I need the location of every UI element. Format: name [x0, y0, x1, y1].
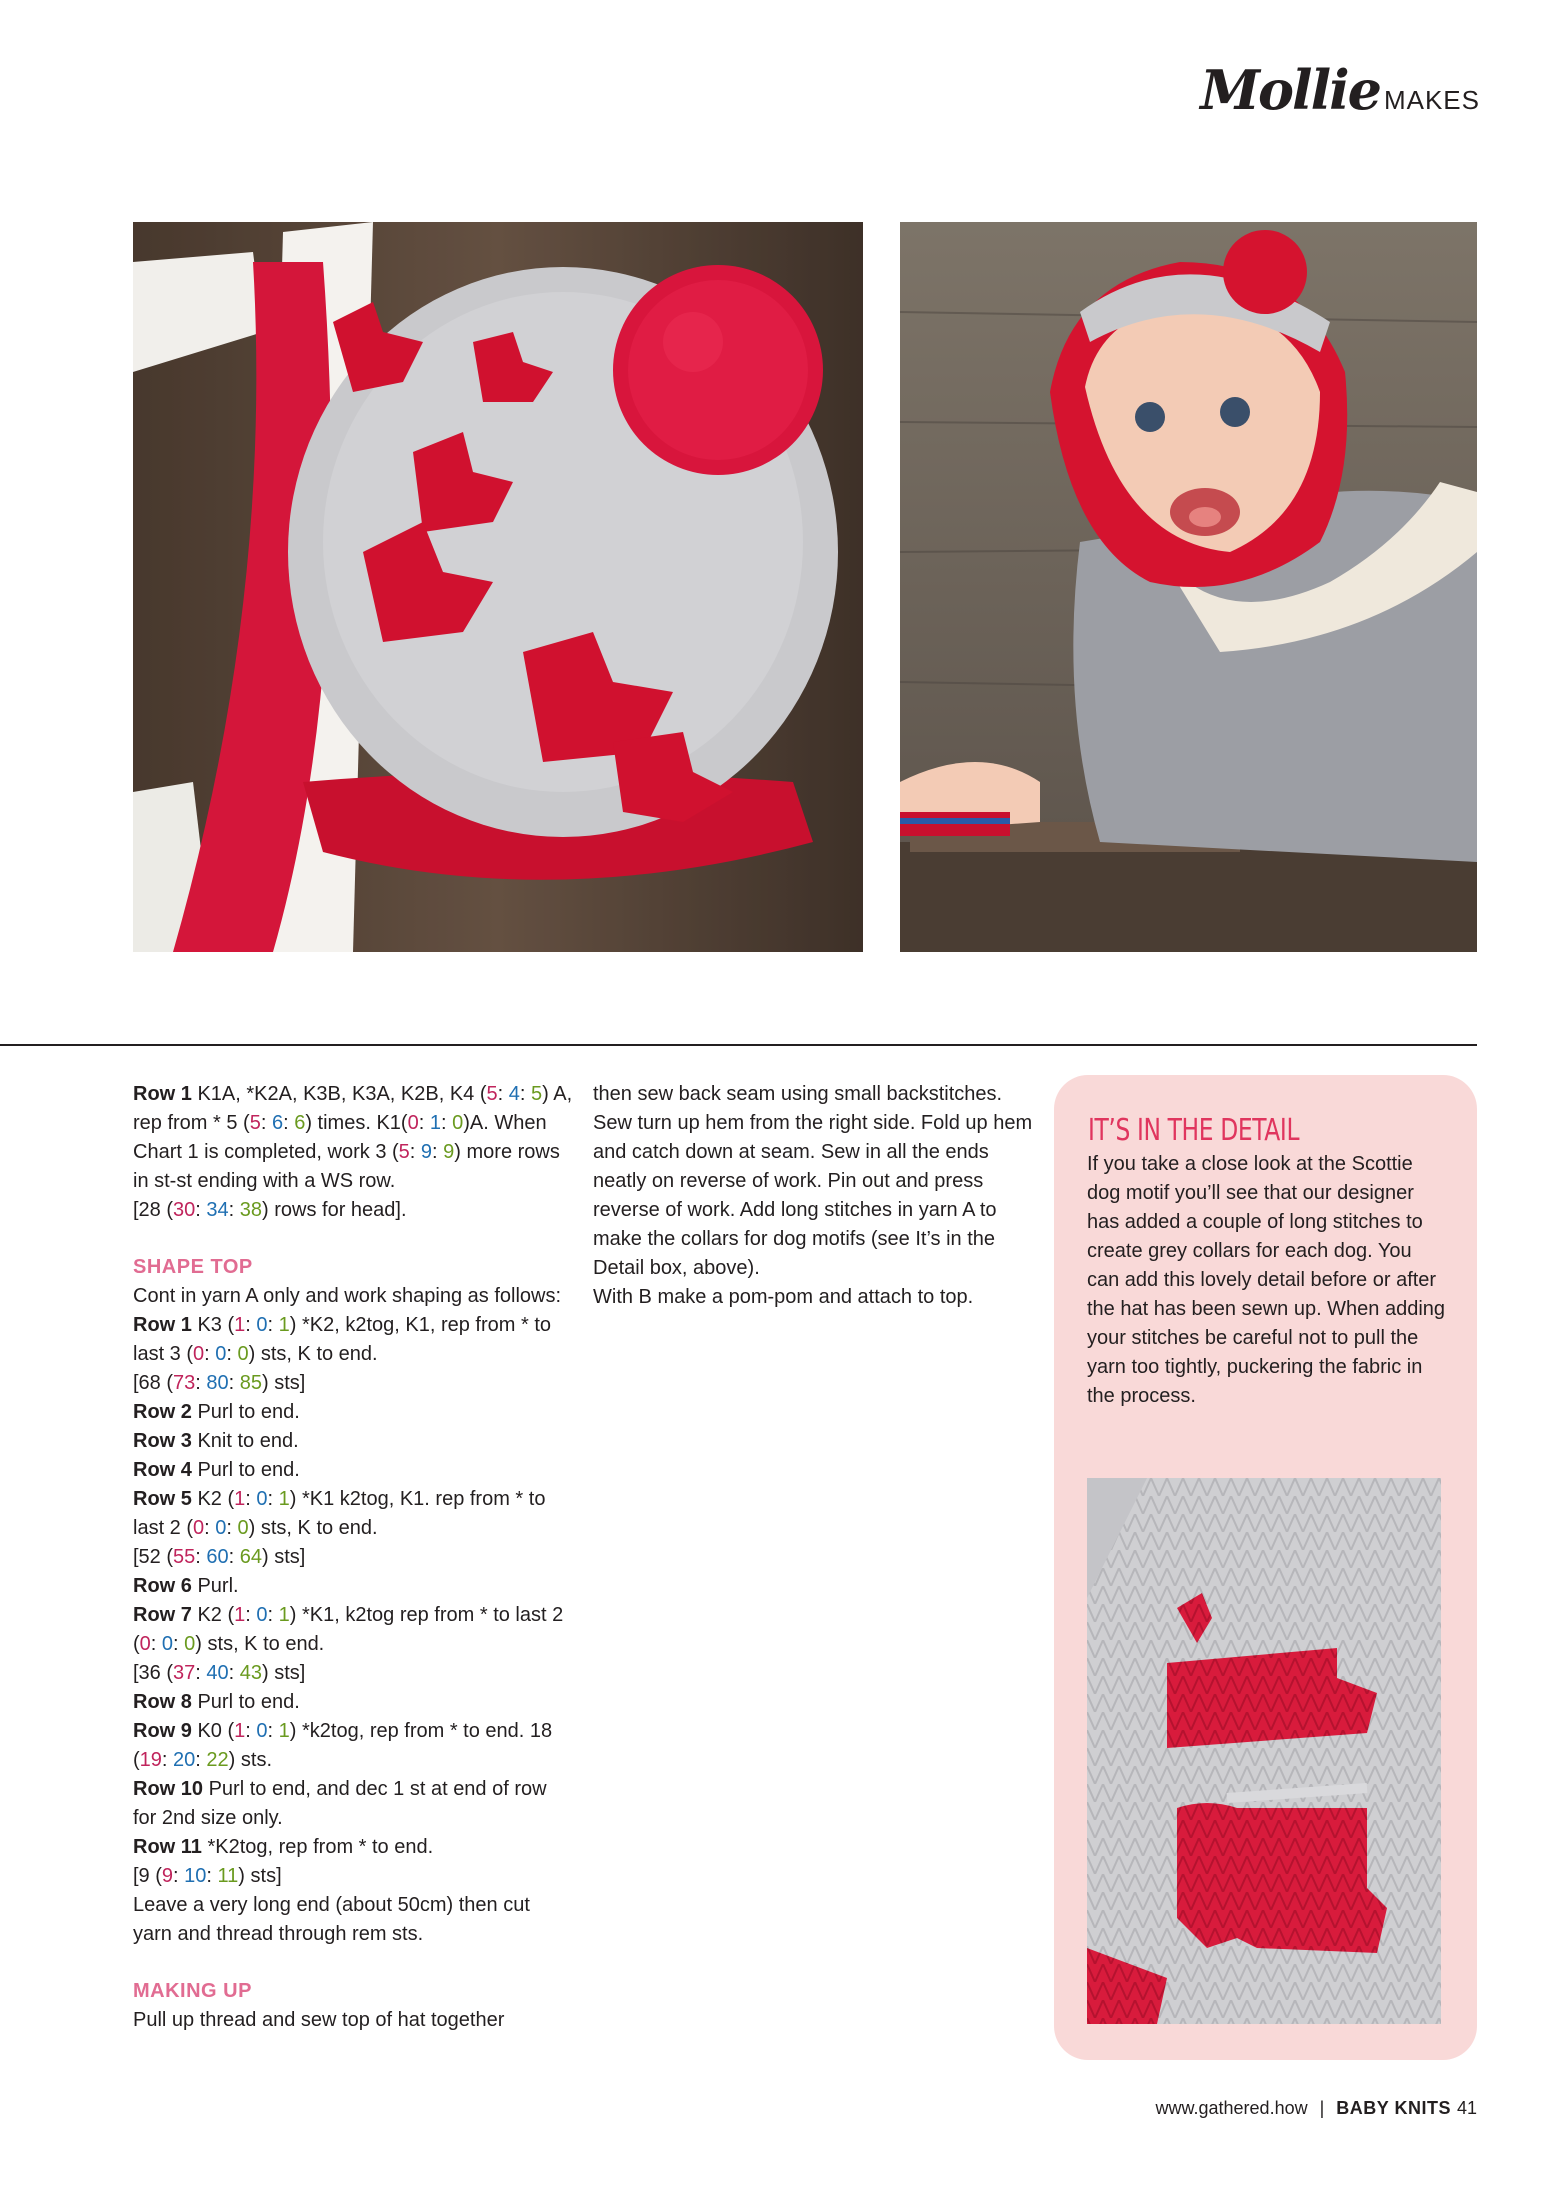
row-1-instruction: Row 1 K1A, *K2A, K3B, K3A, K2B, K4 (5: 4: 5) A, rep from * 5 (5: 6: 6) times. K1(0: 1: 0)A. When Chart 1 is completed, work 3 (5: 9: 9) more rows in st-st ending with a WS row. — [133, 1083, 573, 1192]
stitch-count-36: [36 (37: 40: 43) sts] — [133, 1662, 306, 1684]
pattern-column-1 — [133, 1080, 573, 2035]
shape-top-intro: Cont in yarn A only and work shaping as follows: — [133, 1285, 562, 1307]
shape-row-10: Row 10 Purl to end, and dec 1 st at end of row for 2nd size only. — [133, 1778, 547, 1829]
shape-top-heading: SHAPE TOP — [133, 1256, 253, 1278]
shape-row-3: Row 3 Knit to end. — [133, 1430, 299, 1452]
page-footer — [1156, 2098, 1478, 2119]
shape-row-6: Row 6 Purl. — [133, 1575, 239, 1597]
shape-row-8: Row 8 Purl to end. — [133, 1691, 300, 1713]
stitch-count-9: [9 (9: 10: 11) sts] — [133, 1865, 282, 1887]
stitch-count-68: [68 (73: 80: 85) sts] — [133, 1372, 306, 1394]
photo-motif-closeup — [1087, 1478, 1441, 2024]
shape-row-2: Row 2 Purl to end. — [133, 1401, 300, 1423]
detail-box-title: IT’S IN THE DETAIL — [1088, 1113, 1300, 1148]
pompom-instruction: With B make a pom-pom and attach to top. — [593, 1286, 974, 1308]
shape-row-4: Row 4 Purl to end. — [133, 1459, 300, 1481]
shape-row-1: Row 1 K3 (1: 0: 1) *K2, k2tog, K1, rep from * to last 3 (0: 0: 0) sts, K to end. — [133, 1314, 552, 1365]
photo-baby-wearing-hat — [900, 222, 1477, 952]
making-up-text: Pull up thread and sew top of hat together — [133, 2009, 505, 2031]
footer-magazine: BABY KNITS — [1336, 2098, 1451, 2118]
hat-illustration — [133, 222, 863, 952]
baby-illustration — [900, 222, 1477, 952]
motif-closeup-illustration — [1087, 1478, 1441, 2024]
shape-row-9: Row 9 K0 (1: 0: 1) *k2tog, rep from * to end. 18 (19: 20: 22) sts. — [133, 1720, 553, 1771]
head-rows-total: [28 (30: 34: 38) rows for head]. — [133, 1199, 407, 1221]
stitch-count-52: [52 (55: 60: 64) sts] — [133, 1546, 306, 1568]
shape-row-5: Row 5 K2 (1: 0: 1) *K1 k2tog, K1. rep from * to last 2 (0: 0: 0) sts, K to end. — [133, 1488, 546, 1539]
shape-row-7: Row 7 K2 (1: 0: 1) *K1, k2tog rep from * to last 2 (0: 0: 0) sts, K to end. — [133, 1604, 564, 1655]
footer-url: www.gathered.how — [1155, 2098, 1308, 2118]
making-up-continued: then sew back seam using small backstitches. Sew turn up hem from the right side. Fold up hem and catch down at seam. Sew in all the ends neatly on reverse of work. Pin out and press reverse of work. Add long stitches in yarn A to make the collars for dog motifs (see It’s in the Detail box, above). — [593, 1083, 1033, 1279]
pattern-column-2 — [593, 1080, 1033, 1312]
section-divider — [0, 1044, 1477, 1046]
footer-separator: | — [1319, 2098, 1325, 2118]
logo-makes: MAKES — [1383, 85, 1480, 115]
footer-page-number: 41 — [1456, 2098, 1477, 2118]
mollie-makes-logo — [1200, 58, 1480, 122]
leave-long-end: Leave a very long end (about 50cm) then cut yarn and thread through rem sts. — [133, 1894, 530, 1945]
shape-row-11: Row 11 *K2tog, rep from * to end. — [133, 1836, 434, 1858]
logo-script: Mollie — [1200, 58, 1380, 122]
making-up-heading: MAKING UP — [133, 1980, 252, 2002]
detail-box-text: If you take a close look at the Scottie dog motif you’ll see that our designer has added a couple of long stitches to create grey collars for each dog. You can add this lovely detail before or after the hat has been sewn up. When adding your stitches be careful not to pull the yarn too tightly, puckering the fabric in the process. — [1087, 1153, 1446, 1407]
photo-hat-pompom — [133, 222, 863, 952]
